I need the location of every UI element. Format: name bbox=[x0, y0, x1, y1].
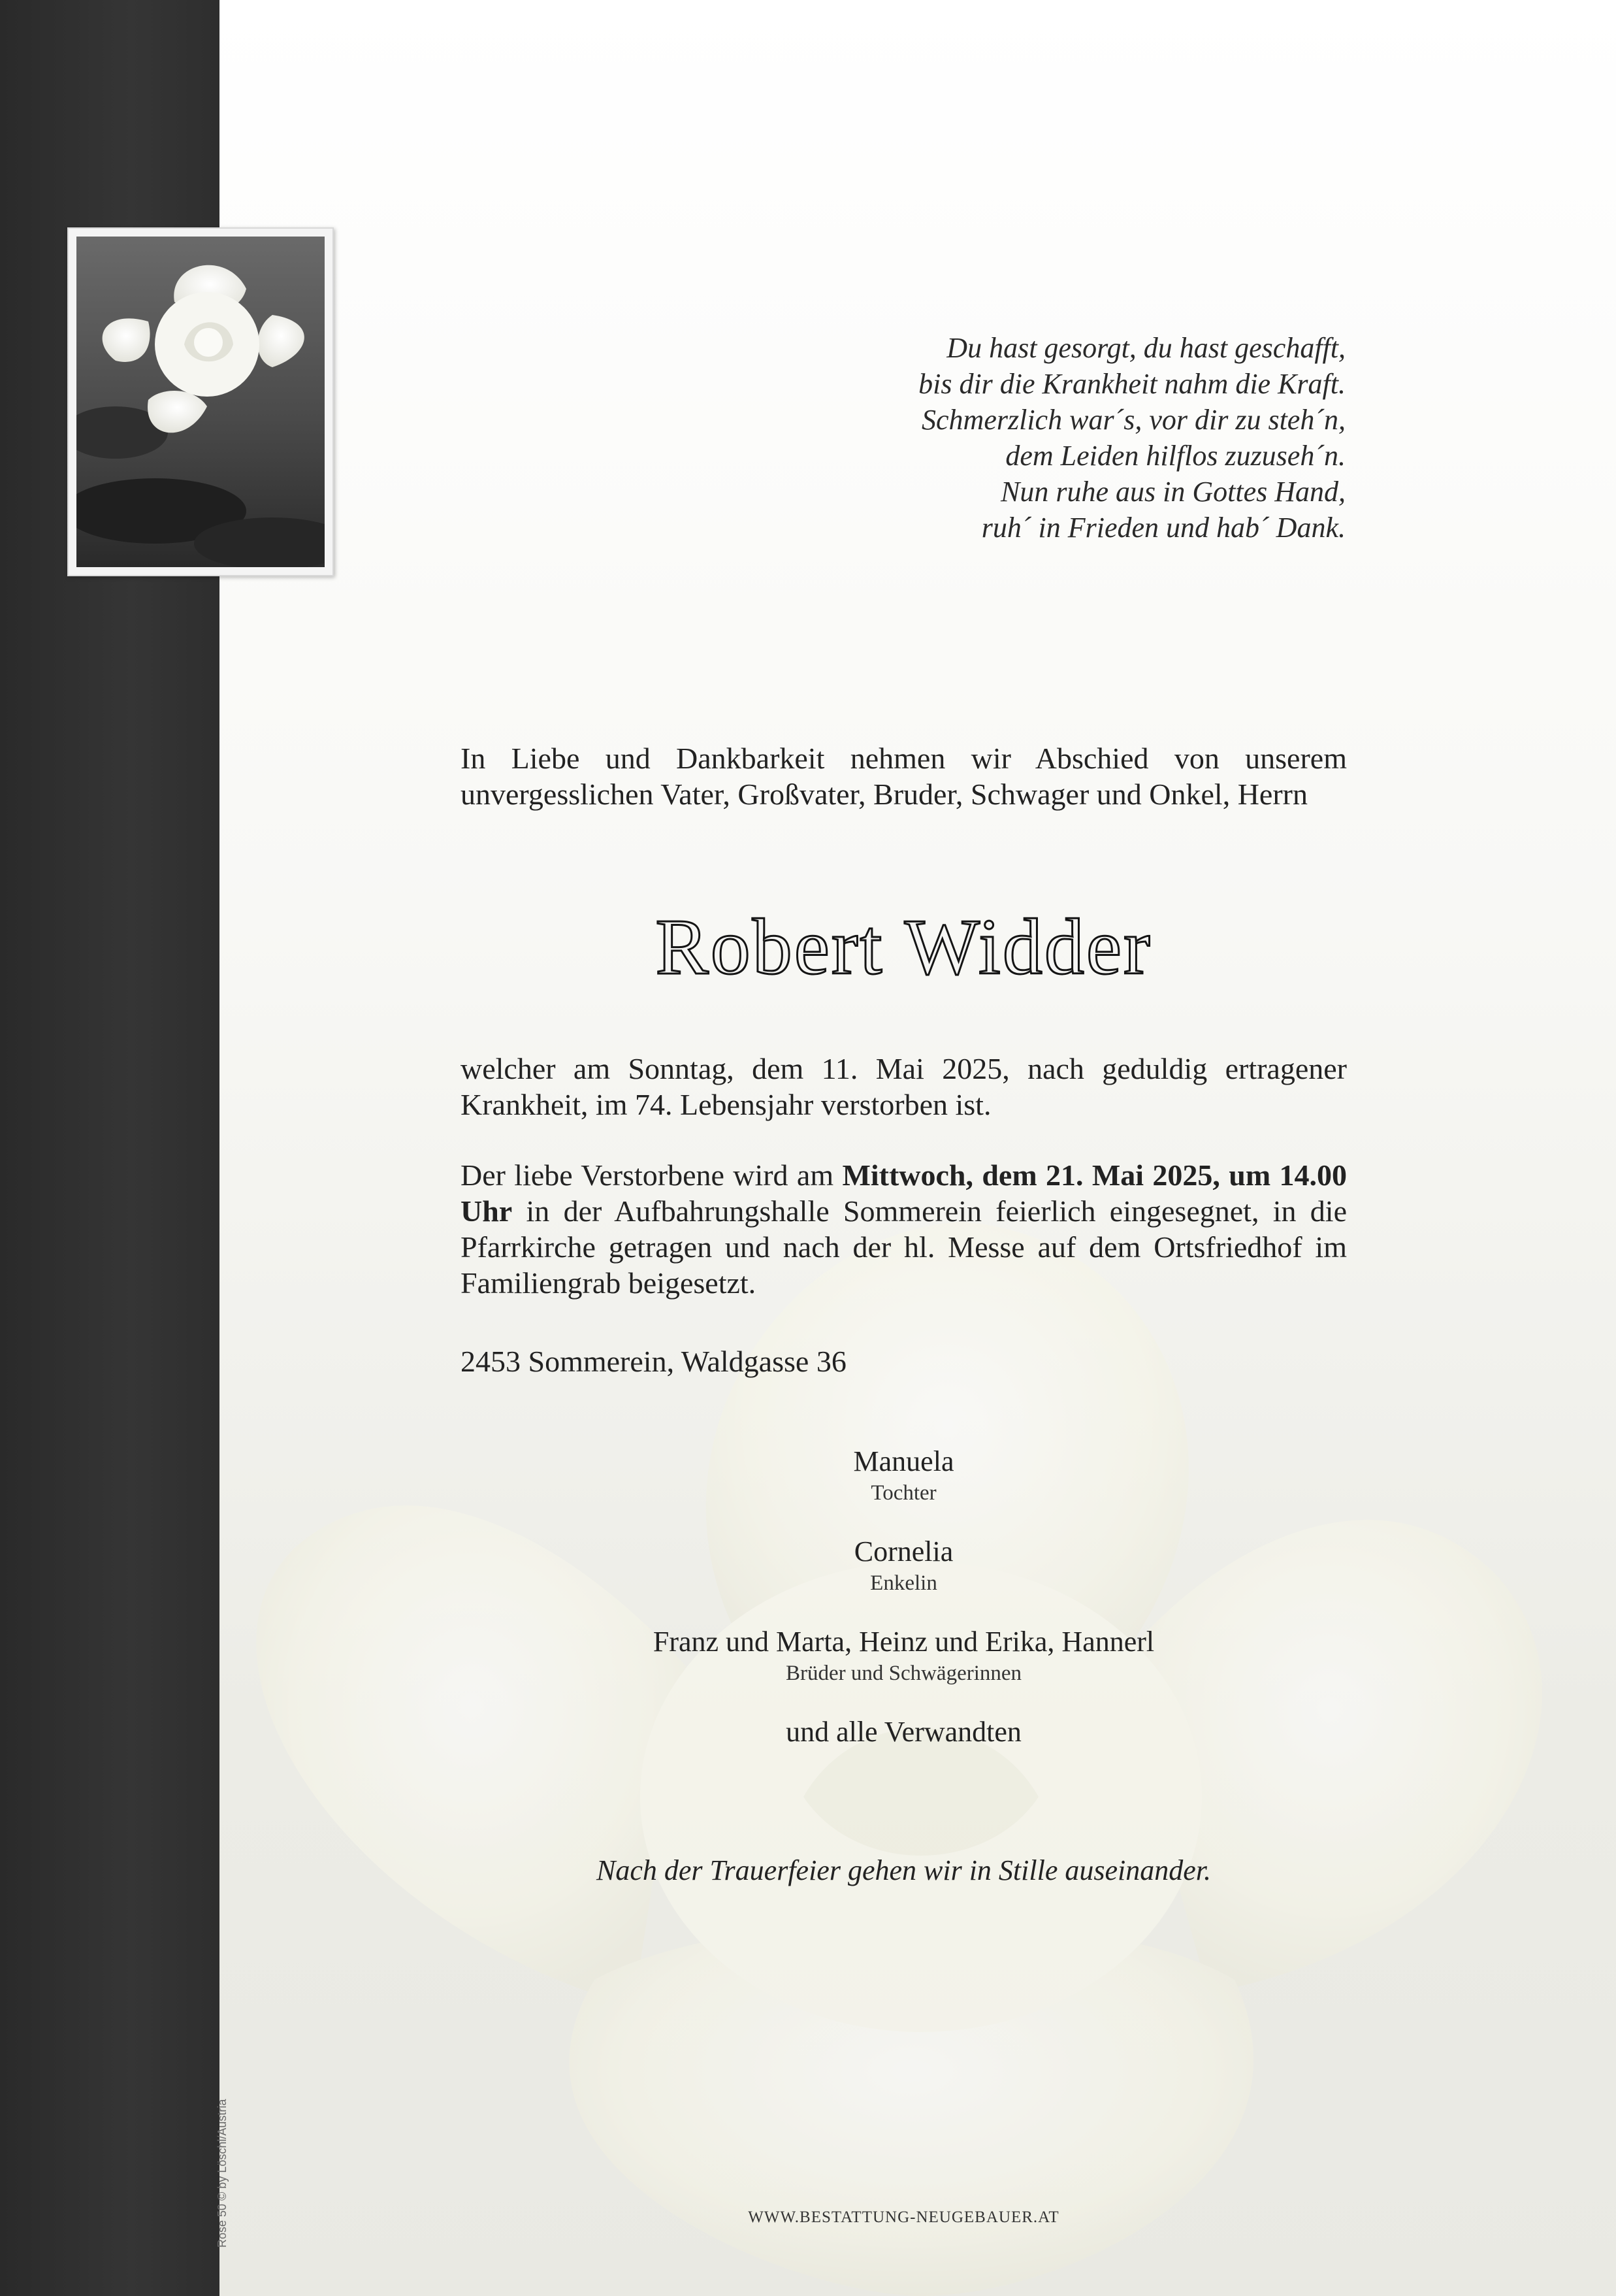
funeral-details-paragraph bbox=[461, 1157, 1347, 1301]
address: 2453 Sommerein, Waldgasse 36 bbox=[461, 1345, 847, 1378]
background-flower-image bbox=[216, 1209, 1616, 2296]
footer-website: WWW.BESTATTUNG-NEUGEBAUER.AT bbox=[748, 2208, 1059, 2226]
mourner-name: Franz und Marta, Heinz und Erika, Hannerl bbox=[653, 1626, 1155, 1658]
mourners-list bbox=[461, 1444, 1347, 1750]
verse-line: Schmerzlich war´s, vor dir zu steh´n, bbox=[922, 404, 1346, 436]
mourner-name: Cornelia bbox=[854, 1535, 954, 1567]
verse-line: Du hast gesorgt, du hast geschafft, bbox=[946, 332, 1346, 364]
death-notice-paragraph: welcher am Sonntag, dem 11. Mai 2025, nach geduldig ertragener Krankheit, im 74. Lebensjahr verstorben ist. bbox=[461, 1052, 1347, 1121]
mourners-final: und alle Verwandten bbox=[786, 1716, 1022, 1748]
mourner-name: Manuela bbox=[853, 1445, 954, 1477]
mourner-relation: Brüder und Schwägerinnen bbox=[785, 1662, 1022, 1685]
mourner-relation: Enkelin bbox=[870, 1571, 937, 1595]
white-gardenia-photo bbox=[76, 237, 325, 567]
closing-line: Nach der Trauerfeier gehen wir in Stille auseinander. bbox=[596, 1854, 1212, 1886]
mourner-relation: Tochter bbox=[871, 1481, 937, 1505]
funeral-suffix: in der Aufbahrungshalle Sommerein feierlich eingesegnet, in die Pfarrkirche getragen und nach der hl. Messe auf dem Ortsfriedhof im Familiengrab beigesetzt. bbox=[461, 1194, 1347, 1300]
image-credit: Rose 50 © by Löschl/Austria bbox=[216, 2099, 229, 2248]
deceased-name: Robert Widder bbox=[655, 903, 1152, 991]
photo-frame bbox=[67, 227, 334, 576]
funeral-date-time: Mittwoch, dem 21. Mai 2025, um 14.00 Uhr bbox=[461, 1158, 1347, 1228]
verse-line: bis dir die Krankheit nahm die Kraft. bbox=[918, 368, 1346, 400]
memorial-verse bbox=[719, 330, 1346, 546]
verse-line: ruh´ in Frieden und hab´ Dank. bbox=[981, 512, 1346, 544]
funeral-prefix: Der liebe Verstorbene wird am bbox=[461, 1158, 843, 1192]
verse-line: Nun ruhe aus in Gottes Hand, bbox=[1001, 476, 1346, 508]
verse-line: dem Leiden hilflos zuzuseh´n. bbox=[1005, 440, 1346, 472]
intro-paragraph: In Liebe und Dankbarkeit nehmen wir Abschied von unserem unvergesslichen Vater, Großvater, Bruder, Schwager und Onkel, Herrn bbox=[461, 742, 1347, 811]
